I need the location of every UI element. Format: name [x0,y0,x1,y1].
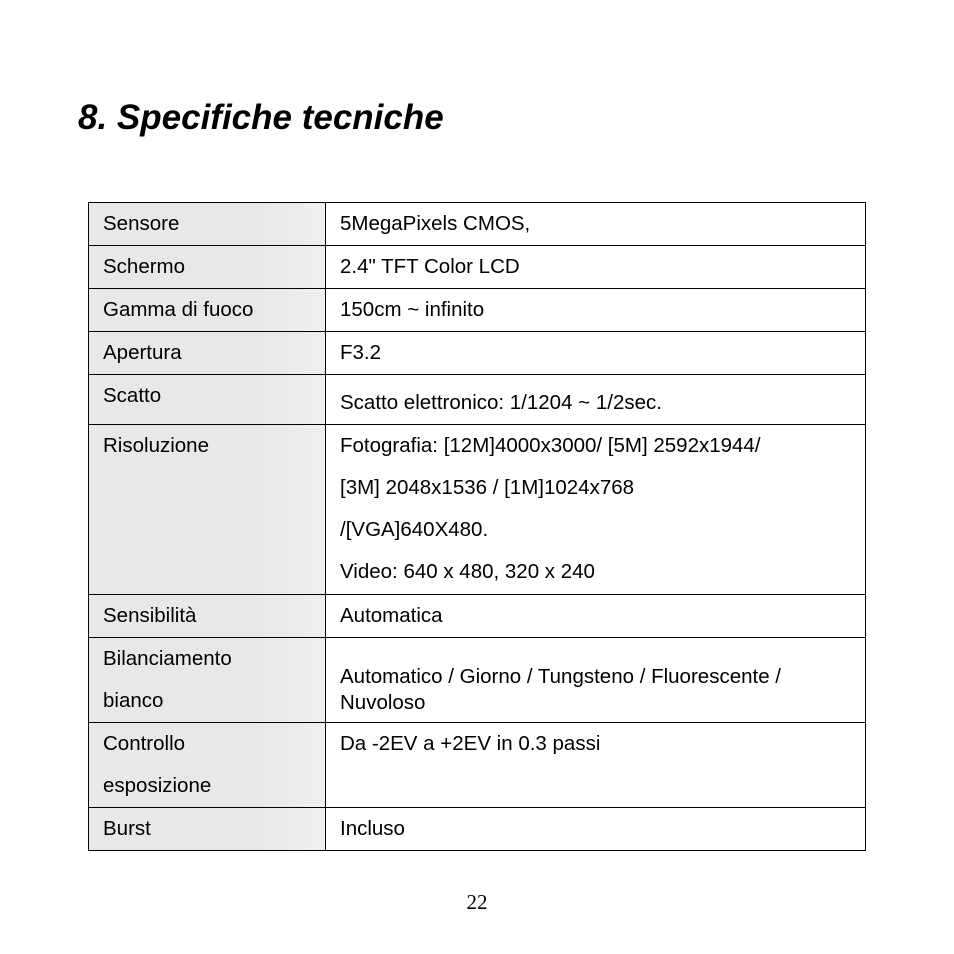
spec-label-burst: Burst [89,808,326,851]
resolution-line: Video: 640 x 480, 320 x 240 [340,560,595,583]
table-row [89,332,866,375]
spec-value-focus-range: 150cm ~ infinito [326,289,866,332]
table-row [89,595,866,638]
table-row [89,203,866,246]
spec-value-resolution [326,425,866,595]
spec-label-sensor: Sensore [89,203,326,246]
spec-label-aperture: Apertura [89,332,326,375]
table-row [89,375,866,425]
spec-value-white-balance: Automatico / Giorno / Tungsteno / Fluorescente / Nuvoloso [326,638,866,723]
resolution-line: /[VGA]640X480. [340,518,489,541]
table-row [89,808,866,851]
spec-value-screen: 2.4" TFT Color LCD [326,246,866,289]
spec-label-resolution: Risoluzione [89,425,326,595]
spec-label-exposure-control: Controllo esposizione [89,723,326,808]
spec-value-sensitivity: Automatica [326,595,866,638]
spec-value-aperture: F3.2 [326,332,866,375]
spec-value-shutter: Scatto elettronico: 1/1204 ~ 1/2sec. [326,375,866,425]
resolution-line: Fotografia: [12M]4000x3000/ [5M] 2592x1944/ [340,434,761,457]
spec-label-white-balance: Bilanciamento bianco [89,638,326,723]
spec-label-screen: Schermo [89,246,326,289]
spec-label-focus-range: Gamma di fuoco [89,289,326,332]
spec-value-exposure-control: Da -2EV a +2EV in 0.3 passi [326,723,866,808]
table-row [89,246,866,289]
table-row [89,638,866,723]
spec-value-burst: Incluso [326,808,866,851]
page-title: 8. Specifiche tecniche [78,98,444,137]
resolution-line: [3M] 2048x1536 / [1M]1024x768 [340,476,635,499]
table-row [89,425,866,595]
spec-value-sensor: 5MegaPixels CMOS, [326,203,866,246]
table-row [89,289,866,332]
spec-label-shutter: Scatto [89,375,326,425]
table-row [89,723,866,808]
page-number: 22 [466,890,488,914]
spec-label-sensitivity: Sensibilità [89,595,326,638]
spec-table [88,202,866,851]
